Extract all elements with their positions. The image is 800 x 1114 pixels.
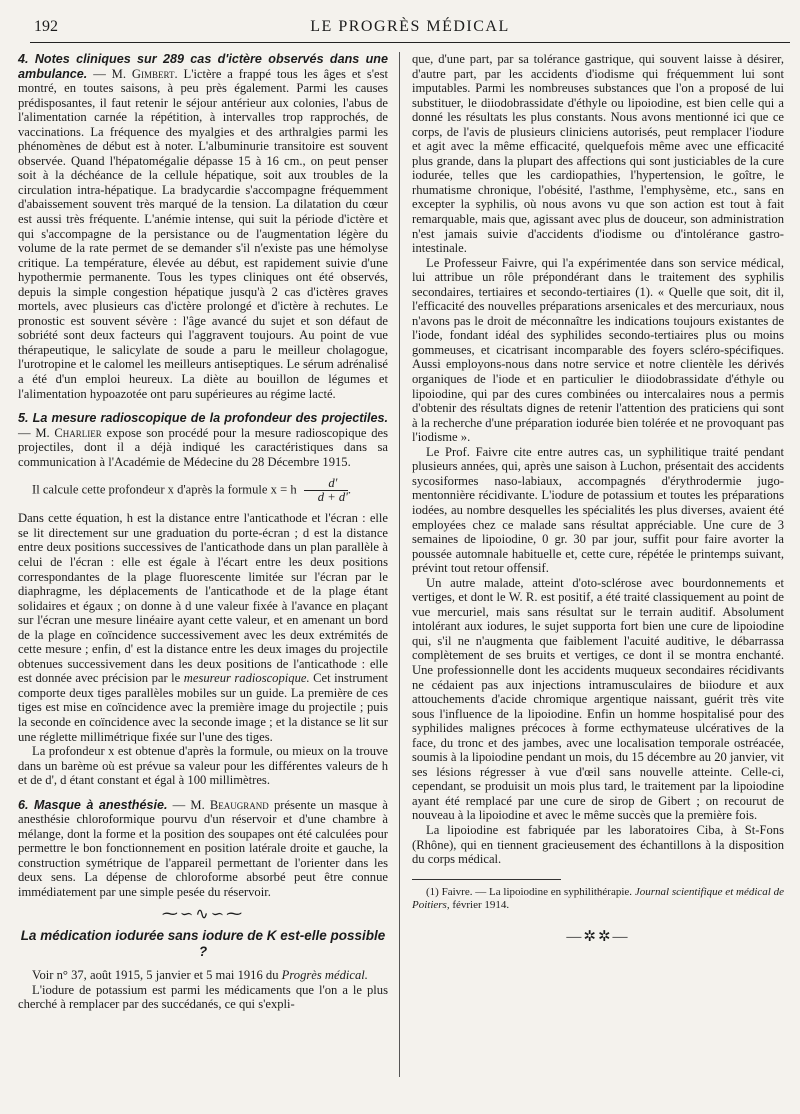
- reference-journal: Progrès médical.: [281, 968, 368, 983]
- paragraph: La lipoiodine est fabriquée par les laboratoires Ciba, à St-Fons (Rhône), qui en tiennent gracieusement des échantillons à la disposition du corps médical.: [412, 822, 784, 867]
- article-masque-anesthesie: [18, 798, 388, 900]
- formula-end: .: [347, 482, 352, 497]
- instrument-name: mesureur radioscopique.: [183, 671, 310, 686]
- article-body: expose son procédé pour la mesure radioscopique des projectiles, dont il a déjà indiqué les caractéristiques dans sa communication à l'Académie de Médecine du 28 Décembre 1915.: [18, 425, 388, 469]
- section-title: La médication iodurée sans iodure de K est-elle possible ?: [20, 928, 386, 960]
- article-author: — M. Gimbert.: [93, 66, 178, 81]
- article-body: Dans cette équation, h est la distance entre l'anticathode et l'écran : elle se lit directement sur une graduation du porte-écran ; d est la distance entre deux positions successives de l'anticathode dans un plan parallèle à celui de l'écran : elle est égale à l'écart entre les deux positions correspondantes de la plage fluorescente limitée sur l'écran par le diaphragme, les déplacements de l'anticathode et de la plage étant solidaires et égaux ; on donne à d une valeur fixée à l'avance en plaçant sur l'écran une mesure linéaire ayant cette valeur, et en amenant un bord de la plage en coïncidence successivement avec les deux extrémités de cette mesure ; enfin, d' est la distance entre les deux images du projectile obtenues successivement dans les deux positions de l'anticathode : elle est donnée avec précision par le: [18, 511, 388, 686]
- formula-numerator: d': [304, 477, 348, 491]
- article-mesure-radioscopique: [18, 411, 388, 469]
- section-reference: [18, 968, 388, 983]
- article-author: — M. Charlier: [18, 425, 102, 440]
- page-header: [30, 18, 790, 40]
- article-paragraph: La profondeur x est obtenue d'après la formule, ou mieux on la trouve dans un barème où est prévue sa valeur pour les différentes valeurs de h et de d', d étant constant et égal à 100 millimètres.: [18, 744, 388, 788]
- footnote-text: (1) Faivre. — La lipoiodine en syphilithérapie.: [426, 885, 633, 898]
- reference-text: Voir n° 37, août 1915, 5 janvier et 5 mai 1916 du: [32, 968, 279, 983]
- paragraph: Un autre malade, atteint d'oto-sclérose avec bourdonnements et vertiges, et dont le W. R. est positif, a été traité classiquement au point de vue mercuriel, mais sans résultat sur le terrain auditif. Absolument intolérant aux iodures, le sujet supporta fort bien une cure de lipoiodine qui, s'il ne n'augmenta que faiblement l'acuité auditive, le débarrassa complètement de ses bruits et vertiges, ce dont il se montra enchanté. Une professionnelle dont les accidents muqueux secondaires récidivants ne cédaient pas aux injections intramusculaires de biiodure et aux attouchements d'acide chromique argentique naissant, guérit très vite sous l'influence de la lipoiodine. Enfin un homme hospitalisé pour des syphilides malignes précoces à forme ecthymateuse ulcératives de la face, du tronc et des jambes, avec une localisation temporale ostréacée, soumis à la lipoiodine pendant un mois, du 15 décembre au 20 janvier, vit ses lésions régresser à vue d'œil sans nouvelle atteinte. Celle-ci, cependant, se produisit un mois plus tard, le traitement par la lipoiodine ayant été remplacé par une cure de sirop de Gibert ; on recourut de nouveau à la lipoiodine et avec le même succès que la première fois.: [412, 575, 784, 823]
- journal-title: LE PROGRÈS MÉDICAL: [310, 18, 510, 35]
- article-author: — M. Beaugrand: [172, 797, 269, 812]
- article-title: 4. Notes cliniques sur 289 cas d'ictère observés dans une ambulance.: [18, 52, 388, 81]
- formula-line: [18, 477, 388, 505]
- header-rule: [30, 42, 790, 43]
- formula-fraction: [304, 477, 348, 504]
- formula-denominator: d + d': [317, 490, 348, 505]
- column-separator: [399, 52, 400, 1077]
- right-column: [412, 52, 784, 944]
- article-body: présente un masque à anesthésie chloroformique pourvu d'un réservoir et d'une chambre à mélange, dont la forme et la position des soupapes ont été calculées pour permettre le bon fonctionnement en position latérale droite et gauche, la construction symétrique de l'appareil permettant de l'orienter dans les deux sens. La dépense de chloroforme absorbé peut être connue immédiatement par une simple pesée du réservoir.: [18, 797, 389, 899]
- article-title: 5. La mesure radioscopique de la profondeur des projectiles.: [18, 411, 388, 426]
- footnote-date: février 1914.: [452, 898, 510, 911]
- article-body: L'ictère a frappé tous les âges et s'est montré, en toutes saisons, à peu près également. Parmi les causes prédisposantes, il faut retenir le séjour antérieur aux colonies, l'abus de l'alimentation carnée la répétition, à intervalles trop rapprochés, de vaccinations. La fréquence des myalgies et des arthralgies parmi les phénomènes de début est à noter. L'albuminurie transitoire est souvent observée. Quand l'hépatomégalie dépasse 15 à 16 cm., on peut penser soit à la déchéance de la cellule hépatique, soit aux troubles de la circulation intra-hépatique. La bradycardie s'accompagne fréquemment d'abaissement souvent très marqué de la tension. La dilatation du cœur est aussi très fréquente. L'anémie intense, qui suit la période d'ictère et qui s'accompagne de la persistance ou de l'augmentation légère du volume de la rate permet de se demander s'il n'existe pas une hémolyse critique. La température, élevée au début, est rapidement suivie d'une hypothermie permanente. Tous les types cliniques ont été observés, depuis la simple congestion hépatique jusqu'à 2 cas d'ictères graves mortels, avec plusieurs cas d'ictère prolongé et d'ictère à rechutes. Le pronostic est souvent sévère : l'âge avancé du sujet et son défaut de sobriété sont deux facteurs qui l'aggravent toujours. Au point de vue thérapeutique, le salicylate de soude a paru le meilleur cholagogue, l'urotropine et le calomel les meilleurs antiseptiques. Le sérum adrénalisé a été d'un emploi heureux. La diète au bouillon de légumes et l'alimentation hypoazotée ont paru supérieures au régime lacté.: [18, 66, 388, 401]
- end-ornament: —✲✲—: [566, 928, 630, 945]
- left-column: [18, 52, 388, 1012]
- footnote-rule: [412, 879, 561, 880]
- paragraph: Le Professeur Faivre, qui l'a expérimentée dans son service médical, lui attribue un rôle prépondérant dans le traitement des syphilis secondaires, tertiaires et secondo-tertiaires (1). « Quelle que soit, dit il, l'efficacité des nouvelles préparations arsenicales et des mercuriaux, nous n'avons pas le droit de méconnaître les indications toujours existantes de l'iode, fondant idéal des syphilides secondo-tertiaires plus ou moins gommeuses, et cicatrisant incomparable des foyers scléro-spécifiques. Aussi employons-nous dans notre service et notre clientèle les dérivés organiques de l'iode et en particulier le diiodobrassidate d'éthyle ou lipoiodine, qui par des cures combinées ou intercalaires nous a permis d'obtenir des résultats dignes de retenir l'attention des praticiens qui sont à la recherche d'une préparation iodurée bien tolérée et ne provoquant pas l'iodisme ».: [412, 255, 784, 445]
- section-ornament: ⁓∽∿∽⁓: [161, 905, 245, 923]
- footnote-journal: Journal scientifique et médical de Poitiers,: [412, 885, 784, 911]
- article-body: Cet instrument comporte deux tiges parallèles mobiles sur un guide. La première de ces tiges est mise en coïncidence avec la première image du projectile ; puis la seconde en coïncidence avec la seconde image ; et la distance se lit sur une réglette millimétrique fixée sur l'une des tiges.: [18, 671, 389, 744]
- section-paragraph: L'iodure de potassium est parmi les médicaments que l'on a le plus cherché à remplacer par des succédanés, ce qui s'expli-: [18, 982, 388, 1012]
- paragraph: Le Prof. Faivre cite entre autres cas, un syphilitique traité pendant plusieurs années, qui, après une saison à Luchon, présentait des accidents sycosiformes naso-labiaux, accompagnés d'érythrodermie jugo-mentonnière récidivante. L'iodure de potassium et toutes les préparations iodées, au nombre desquelles les spécialités les plus diverses, avaient été employées chez ce malade sans résultat appréciable. Une cure de 3 semaines de lipoiodine, 0 gr. 30 par jour, suffit pour faire avorter la poussée automnale habituelle et, cette cure, répétée le printemps suivant, prévint tout retour offensif.: [412, 444, 784, 576]
- article-title: 6. Masque à anesthésie.: [18, 797, 168, 812]
- formula-intro: Il calcule cette profondeur x d'après la formule x = h: [32, 482, 297, 497]
- paragraph: que, d'une part, par sa tolérance gastrique, qui souvent laisse à désirer, d'autre part, par les accidents d'iodisme qui fréquemment lui sont imputables. Parmi les nombreuses substances que l'on a proposé de lui substituer, le diiodobrassidate d'éthyle ou lipoiodine, est bien celle qui a donné les résultats les plus constants. Nous avons mentionné ici que ce corps, de l'avis de plusieurs cliniciens autorisés, peut remplacer l'iodure et agit avec la même efficacité, quelquefois même avec une efficacité plus grande, dans la plupart des affections qui sont justiciables de la cure iodurée, telles que les cardiopathies, l'hypertension, le goître, le rhumatisme chronique, l'obésité, l'asthme, l'emphysème, etc., sans en excepter la syphilis, où nous avons vu que son action est tout à fait remarquable, mais que, agissant avec plus de douceur, son administration n'est jamais suivie d'accidents d'iodisme ou d'intolérance gastro-intestinale.: [412, 52, 784, 256]
- page-number: 192: [34, 18, 58, 35]
- footnote: [412, 886, 784, 912]
- article-body-continued: [18, 511, 388, 744]
- article-notes-ictere: [18, 52, 388, 401]
